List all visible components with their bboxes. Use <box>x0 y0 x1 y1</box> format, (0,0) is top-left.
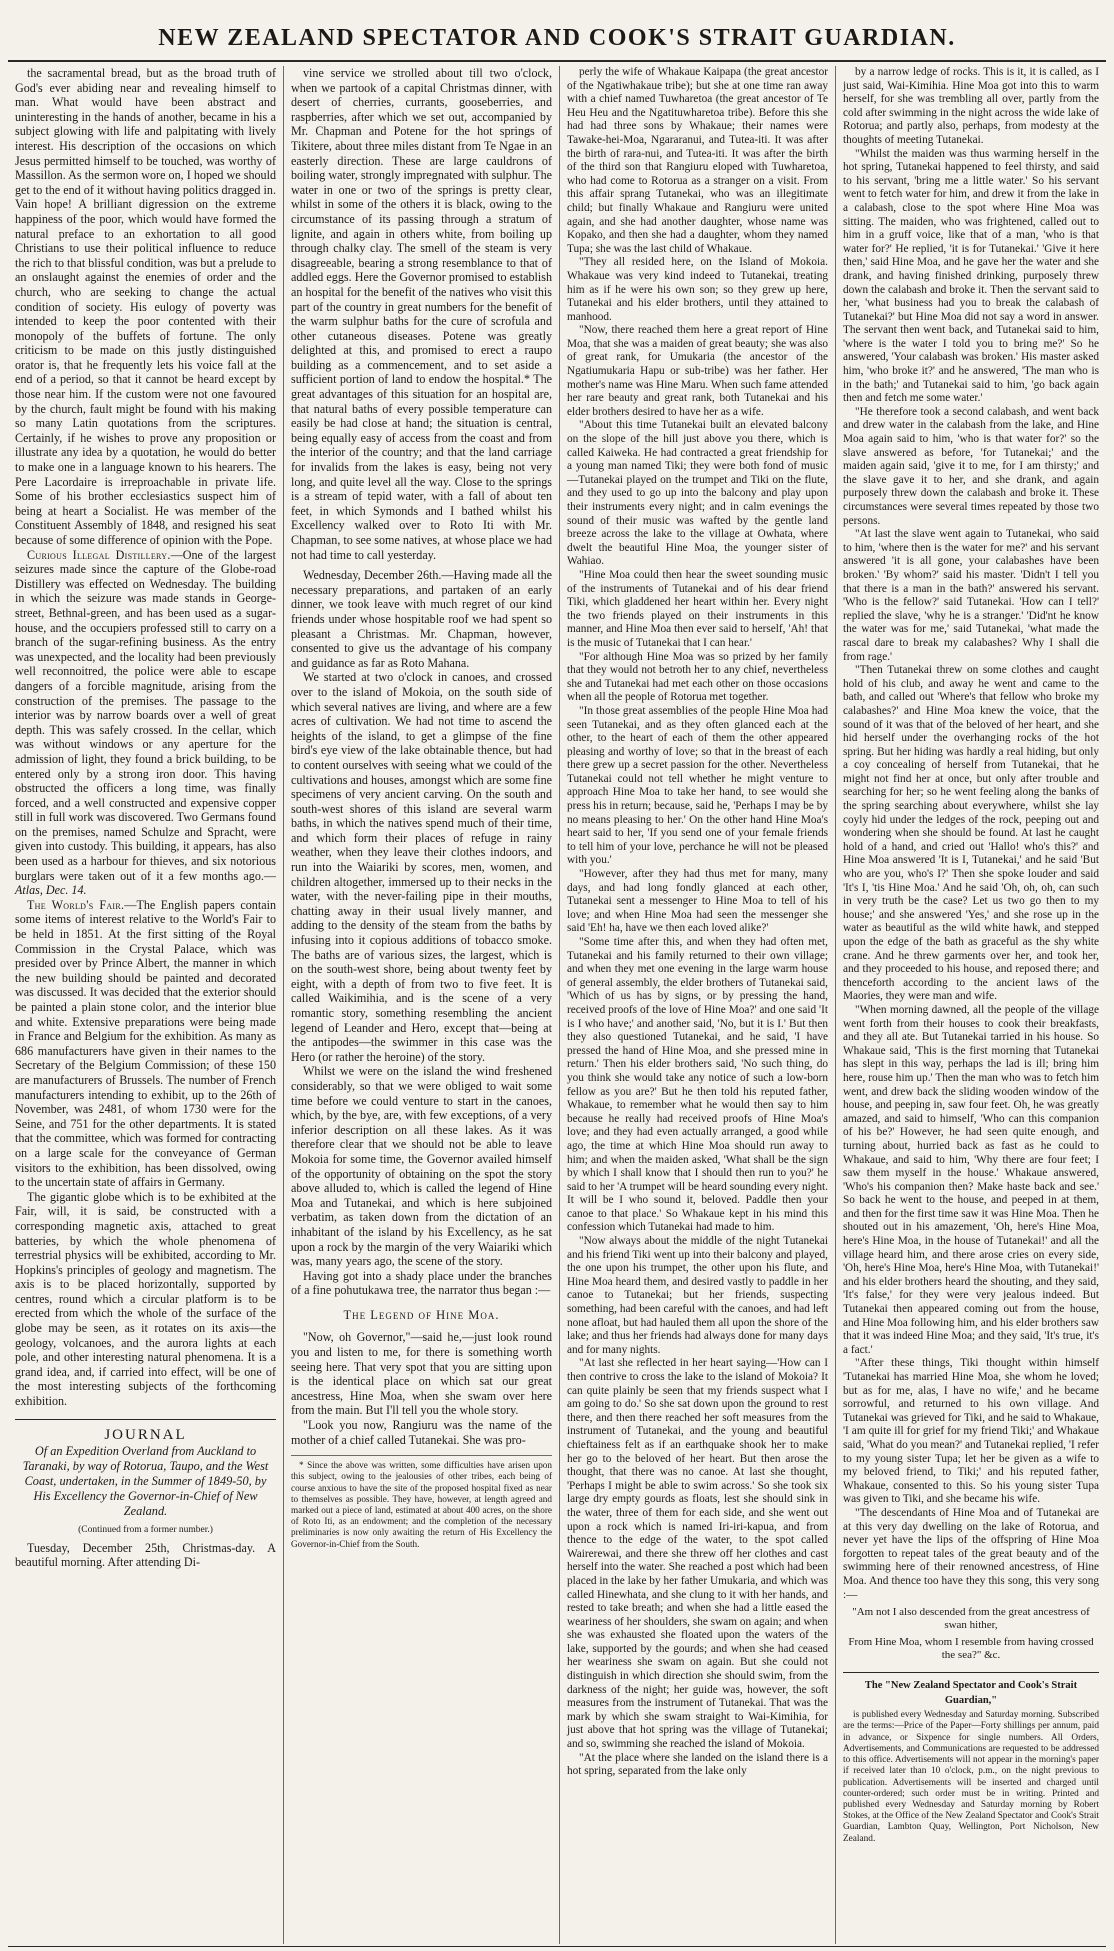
journal-heading: JOURNAL <box>104 1426 187 1443</box>
publication-notice-title: The "New Zealand Spectator and Cook's Strait Guardian," <box>864 1680 1078 1706</box>
article-paragraph: "In those great assemblies of the people Hine Moa had seen Tutanekai, and as they often glanced each at the other, to the heart of each of them the other appeared pleasing and worthy of love; so that in the breast of each there grew up a secret passion for the other. Nevertheless Tutanekai could not tell whether he might venture to approach Hine Moa to take her hand, to see would she press his in return; because, said he, 'Perhaps I may be by no means pleasing to her.' On the other hand Hine Moa's heart said to her, 'If you send one of your female friends to tell him of your love, perchance he will not be pleased with you.' <box>567 704 828 867</box>
article-paragraph: Whilst we were on the island the wind freshened considerably, so that we were obliged to wait some time before we could venture to start in the canoes, which, by the bye, are, with few exceptions, of a very inferior description on all these lakes. As it was therefore clear that we should not be able to leave Mokoia for some time, the Governor availed himself of the opportunity of obtaining on the spot the story above alluded to, which is called the legend of Hine Moa and Tutanekai, and which is here subjoined verbatim, as taken down from the dictation of an inhabitant of the island by his Excellency, as he sat upon a rock by the margin of the very Waiariki which was, many years ago, the scene of the story. <box>291 1064 552 1269</box>
song-line: "Am not I also descended from the great ancestress of swan hither, <box>852 1606 1090 1632</box>
article-paragraph: perly the wife of Whakaue Kaipapa (the great ancestor of the Ngatiwhakaue tribe); but she at one time ran away with a chief named Tuwharetoa (the great ancestor of Te Heu Heu and the Ngatituwharetoa tribe). Before this she had had three sons by Whakaue; their names were Tawake-hei-Moa, Ngararanui, and Tutea-iti. It was after the birth of rara-nui, and Tutea-iti. It was after the birth of the third son that Rangiuru eloped with Tuwharetoa, who had come to Rotorua as a stranger on a visit. From this affair sprang Tutanekai, who was an illegitimate child; but finally Whakaue and Rangiuru were united again, and she had another daughter, whose name was Kopako, and then she had a daughter, whom they named Tupa; she was the last child of Whakaue. <box>567 66 828 255</box>
article-paragraph: Wednesday, December 26th.—Having made all the necessary preparations, and partaken of an early dinner, we took leave with much regret of our kind friends under whose hospitable roof we had spent so pleasant a Christmas. Mr. Chapman, however, consented to give us the advantage of his company and guidance as far as Roto Mahana. <box>291 568 552 670</box>
article-paragraph: "Now, oh Governor,"—said he,—just look round you and listen to me, for there is something worth seeing here. That very spot that you are sitting upon is the identical place on which sat our great ancestress, Hine Moa, when she swam over here from the main. But I'll tell you the whole story. <box>291 1330 552 1418</box>
article-text: —The English papers contain some items of interest relative to the World's Fair to be held in 1851. At the first sitting of the Royal Commission in the Crystal Palace, which was presided over by Prince Albert, the manner in which the new building should be painted and decorated was discussed. It was decided that the exterior should be painted a plain stone color, and the interior blue and white. Extensive preparations were being made in France and Belgium for the exhibition. As many as 686 manufacturers have given in their names to the Secretary of the Belgium Commission; of these 150 are manufacturers of Brussels. The number of French manufacturers intending to exhibit, up to the 26th of November, was 2481, of whom 1730 were for the Seine, and 751 for the other departments. It is stated that the committee, which was formed for contracting on a large scale for the conveyance of German visitors to the exhibition, has been dissolved, owing to the uncertain state of affairs in Germany. <box>15 897 276 1190</box>
footnote: * Since the above was written, some difficulties have arisen upon this subject, owing to the jealousies of other tribes, each being of course anxious to have the site of the proposed hospital fixed as near to themselves as possible. They have, however, at length agreed and marked out a piece of land, estimated at about 400 acres, on the shore of Roto Iti, as an endowment; and the completion of the necessary preliminaries is now only awaiting the return of His Excellency the Governor-in-Chief from the South. <box>291 1455 552 1550</box>
article-paragraph: "Some time after this, and when they had often met, Tutanekai and his family returned to their own village; and when they met one evening in the large warm house of general assembly, the elder brothers of Tutanekai said, 'Which of us has by signs, or by pressing the hand, received proofs of the love of Hine Moa?' and one said 'It is I who have;' and another said, 'No, but it is I.' But then they also questioned Tutanekai, and he said, 'I have pressed the hand of Hine Moa, and she pressed mine in return.' Then his elder brothers said, 'No such thing, do you think she would take any notice of such a low-born fellow as you are?' But he then told his reputed father, Whakaue, to remember what he would then say to him because he really had received proofs of Hine Moa's love; and they had even actually arranged, a good while ago, the time at which Hine Moa should run away to him; and when the maiden asked, 'What shall be the sign by which I shall know that I should then run to you?' he said to her 'A trumpet will be heard sounding every night. It will be I who sound it, beloved. Paddle then your canoe to that place.' So Whakaue kept in his mind this confession which Tutanekai had made to him. <box>567 936 828 1234</box>
masthead-rule <box>8 60 1106 62</box>
divider <box>15 1419 276 1420</box>
article-paragraph: The gigantic globe which is to be exhibited at the Fair, will, it is said, be constructed with a corresponding magnetic axis, attached to great batteries, by which the whole phenomena of terrestrial physics will be exhibited, according to Mr. Hopkins's principles of geology and magnetism. The axis is to be placed horizontally, supported by centres, round which a circular platform is to be erected from which the whole of the surface of the globe may be seen, as it rotates on its axis—the geology, volcanoes, and the aurora lights at each pole, and other interesting natural phenomena. It is a grand idea, and, if carried into effect, will be one of the most interesting subjects of the forthcoming exhibition. <box>15 1189 276 1409</box>
article-paragraph: "Whilst the maiden was thus warming herself in the hot spring, Tutanekai happened to feel thirsty, and said to his servant, 'bring me a little water.' So his servant went to fetch water for him, and drew it from the lake in a calabash, close to the spot where Hine Moa was sitting. The maiden, who was frightened, called out to him in a gruff voice, like that of a man, 'who is that water for?' He replied, 'it is for Tutanekai.' 'Give it here then,' said Hine Moa, and he gave her the water and she drank, and having finished drinking, purposely threw down the calabash and broke it. Then the servant said to her, 'what business had you to break the calabash of Tutanekai?' but Hine Moa did not say a word in answer. The servant then went back, and Tutanekai said to him, 'where is the water I told you to bring me?' So he answered, 'Your calabash was broken.' His master asked him, 'who broke it?' and he answered, 'The man who is in the bath;' and Tutanekai said to him, 'go back again then and fetch me some water.' <box>843 147 1099 405</box>
article-paragraph: "At the place where she landed on the island there is a hot spring, separated from the lake only <box>567 1751 828 1778</box>
article-paragraph: vine service we strolled about till two o'clock, when we partook of a capital Christmas dinner, with desert of cherries, currants, gooseberries, and raspberries, after which we set out, accompanied by Mr. Chapman and Potene for the hot springs of Tikitere, about three miles distant from Te Ngae in an easterly direction. These are large cauldrons of boiling water, strongly impregnated with sulphur. The water in one or two of the springs is pretty clear, whilst in some of the others it is black, owing to the circumstance of its passing through a stratum of lignite, and again in others white, from boiling up through chalky clay. The smell of the steam is very disagreeable, bearing a strong resemblance to that of addled eggs. Here the Governor promised to establish an hospital for the benefit of the natives who visit this part of the country in great numbers for the benefit of the warm sulphur baths for the cure of scrofula and other cutaneous diseases. Potene was greatly delighted at this, and promised to erect a raupo building as a commencement, and to set aside a sufficient portion of land to endow the hospital.* The great advantages of this situation for an hospital are, that natural baths of every possible temperature can easily be had close at hand; the situation is central, being equally easy of access from the coast and from the interior of the country; and that the land carriage for invalids from the lakes is easy, being not very long, and quite level all the way. Close to the springs is a stream of tepid water, with a fall of about ten feet, in which Symonds and I bathed whilst his Excellency walked over to Roto Iti with Mr. Chapman, to see some natives, at whose place we had not had time to call yesterday. <box>291 66 552 562</box>
article-paragraph: "Look you now, Rangiuru was the name of the mother of a chief called Tutanekai. She was pro- <box>291 1418 552 1447</box>
column-4 <box>836 66 1106 1944</box>
legend-heading: The Legend of Hine Moa. <box>343 1307 500 1322</box>
article-paragraph: "About this time Tutanekai built an elevated balcony on the slope of the hill just above you there, which is called Kaiweka. He had contracted a great friendship for a young man named Tiki; they were both fond of music—Tutanekai played on the trumpet and Tiki on the flute, and they used to go up into the balcony and play upon their instruments every night; and in calm evenings the sound of their music was wafted by the gentle land breeze across the lake to the village at Owhata, where dwelt the beautiful Hine Moa, the younger sister of Wahiao. <box>567 419 828 568</box>
article-paragraph: "After these things, Tiki thought within himself 'Tutanekai has married Hine Moa, she whom he loved; but as for me, alas, I have no wife,' and he became sorrowful, and returned to his own village. And Tutanekai was grieved for Tiki, and he said to Whakaue, 'I am quite ill for grief for my friend Tiki;' and Whakaue said, 'What do you mean?' and Tutanekai replied, 'I refer to my young sister Tupa; let her be given as a wife to my beloved friend, to Tiki;' and his reputed father, Whakaue, consented to this. So his young sister Tupa was given to Tiki, and she became his wife. <box>843 1357 1099 1506</box>
publication-notice: is published every Wednesday and Saturday morning. Subscribed are the terms:—Price of the Paper—Forty shillings per annum, paid in advance, or Sixpence for single numbers. All Orders, Advertisements, and Communications are requested to be addressed to this office. Advertisements will not appear in the morning's paper if received later than 10 o'clock, p.m., on the night previous to publication. Advertisements will be inserted and charged until counter-ordered; such order must be in writing. Printed and published every Wednesday and Saturday morning by Robert Stokes, at the Office of the New Zealand Spectator and Cook's Strait Guardian, Lambton Quay, Wellington, Port Nicholson, New Zealand. <box>843 1710 1099 1844</box>
article-paragraph: "At last the slave went again to Tutanekai, who said to him, 'where then is the water for me?' and his servant answered 'it is all gone, your calabashes have been broken.' 'By whom?' said his master. 'Didn't I tell you that there is a man in the bath?' answered his servant. 'Who is the fellow?' said Tutanekai. 'How can I tell?' replied the slave, 'why he is a stranger.' 'Did'nt he know the water was for me,' said Tutanekai, 'what made the rascal dare to break my calabashes? Why I shall die from rage.' <box>843 528 1099 663</box>
article-paragraph: "When morning dawned, all the people of the village went forth from their houses to cook their breakfasts, and they all ate. But Tutanekai tarried in his house. So Whakaue said, 'This is the first morning that Tutanekai has slept in this way, perhaps the lad is ill; bring him here, rouse him up.' Then the man who was to fetch him went, and drew back the sliding wooden window of the house, and peeping in, saw four feet. Oh, he was greatly amazed, and said to himself, 'Who can this companion of his be?' However, he had seen quite enough, and turning about, hurried back as fast as he could to Whakaue, and said to him, 'Why there are four feet; I saw them myself in the house.' Whakaue answered, 'Who's his companion then? Make haste back and see.' So back he went to the house, and peeped in at them, and then for the first time saw it was Hine Moa. Then he shouted out in his amazement, 'Oh, here's Hine Moa, here's Hine Moa, in the house of Tutanekai!' and all the village heard him, and there arose cries on every side, 'Oh, here's Hine Moa, here's Hine Moa, with Tutanekai!' and his elder brothers heard the shouting, and they said, 'It's false,' for they were very jealous indeed. But Tutanekai then appeared coming out from the house, and Hine Moa following him, and his elder brothers saw that it was indeed Hine Moa; and they said, 'It's true, it's a fact.' <box>843 1003 1099 1356</box>
article-paragraph: "However, after they had thus met for many, many days, and had long fondly glanced at each other, Tutanekai sent a messenger to Hine Moa to tell of his love; and when Hine Moa had seen the messenger she said 'Eh! ha, have we then each loved alike?' <box>567 868 828 935</box>
newspaper-title: NEW ZEALAND SPECTATOR AND COOK'S STRAIT GUARDIAN. <box>158 24 956 51</box>
article-paragraph: "For although Hine Moa was so prized by her family that they would not betroth her to any chief, nevertheless she and Tutanekai had met each other on those occasions when all the people of Rotorua met together. <box>567 650 828 704</box>
article-heading: The World's Fair. <box>27 897 125 912</box>
newspaper-columns <box>8 66 1106 1944</box>
article-paragraph: Having got into a shady place under the branches of a fine pohutukawa tree, the narrator thus began :— <box>291 1268 552 1298</box>
column-1 <box>8 66 284 1944</box>
article-paragraph: "He therefore took a second calabash, and went back and drew water in the calabash from the lake, and Hine Moa again said to him, 'who is that water for?' so the slave answered as before, 'for Tutanekai;' and the maiden again said, 'give it to me, for I am thirsty;' and the slave gave it to her, and she drank, and again purposely threw down the calabash and broke it. These circumstances were several times repeated by those two persons. <box>843 405 1099 527</box>
article-paragraph <box>15 548 276 898</box>
article-paragraph <box>15 898 276 1190</box>
article-paragraph: the sacramental bread, but as the broad truth of God's ever abiding near and revealing himself to man. What would have been abstract and uninteresting in the hands of another, became in his a subject glowing with life and palpitating with lively interest. His description of the occasions on which Jesus permitted himself to be touched, was worthy of Massillon. As the sermon wore on, I hoped we should get to the end of it without having politics dragged in. Vain hope! A brilliant digression on the extreme happiness of the poor, which would have formed the natural preface to an exhortation to all good Christians to use their political influence to reduce the rich to that blissful condition, was but a prelude to an onslaught against the enemies of order and the church, who are seeking to change the actual condition of society. His eulogy of poverty was intended to keep the poor contented with their monopoly of the buffets of fortune. The only criticism to be made on this justly distinguished orator is, that he frequently lets his voice fall at the end of a period, so that it cannot be heard except by those near him. If the custom were not one favoured by the church, fault might be found with his making so many Latin quotations from the scriptures. Certainly, if he wishes to prove any proposition or illustrate any idea by a quotation, he would do better to make one in a language known to his hearers. The Pere Lacordaire is irreproachable in private life. Some of his brother ecclesiastics suspect him of being at heart a Socialist. He was member of the Constituent Assembly of 1848, and resigned his seat because of some difference of opinion with the Pope. <box>15 66 276 547</box>
continued-note: (Continued from a former number.) <box>78 1525 213 1536</box>
article-paragraph: "They all resided here, on the Island of Mokoia. Whakaue was very kind indeed to Tutanekai, treating him as if he were his own son; so they grew up here, Tutanekai and his elder brothers, until they attained to manhood. <box>567 256 828 323</box>
song-line: From Hine Moa, whom I resemble from having crossed the sea?" &c. <box>848 1636 1094 1662</box>
column-3 <box>560 66 836 1944</box>
article-heading: Curious Illegal Distillery. <box>27 547 171 562</box>
article-paragraph: "Now always about the middle of the night Tutanekai and his friend Tiki went up into their balcony and played, the one upon his trumpet, the other upon his flute, and Hine Moa heard them, and desired vastly to paddle in her canoe to Tutanekai; but her friends, suspecting something, had been careful with the canoes, and had left none afloat, but had hauled them all upon the shore of the lake; and thus her friends had always done for many days and for many nights. <box>567 1235 828 1356</box>
column-2 <box>284 66 560 1944</box>
bottom-rule <box>8 1946 1106 1947</box>
article-paragraph: "The descendants of Hine Moa and of Tutanekai are at this very day dwelling on the lake of Rotorua, and never yet have the lips of the offspring of Hine Moa forgotten to repeat tales of the great beauty and of the swimming here of their renowned ancestress, of Hine Moa. And thence too have they this song, this very song :— <box>843 1506 1099 1601</box>
article-paragraph: "Now, there reached them here a great report of Hine Moa, that she was a maiden of great beauty; she was also of great rank, for Umukaria (the ancestor of the Ngatiumukaria Hapu or sub-tribe) was her father. Her mother's name was Hine Maru. When such fame attended her rare beauty and great rank, both Tutanekai and his elder brothers desired to have her as a wife. <box>567 324 828 418</box>
article-paragraph: by a narrow ledge of rocks. This is it, it is called, as I just said, Wai-Kimihia. Hine Moa got into this to warm herself, for she was trembling all over, partly from the cold after swimming in the night across the wide lake of Rotorua; and partly also, perhaps, from modesty at the thoughts of meeting Tutanekai. <box>843 66 1099 146</box>
article-paragraph: We started at two o'clock in canoes, and crossed over to the island of Mokoia, on the south side of which several natives are living, and where are a few acres of cultivation. We had not time to ascend the heights of the island, to get a glimpse of the fine bird's eye view of the lake obtainable thence, but had to content ourselves with seeing what we could of the cultivations and houses, amongst which are some fine specimens of very ancient carving. On the south and south-west shores of this island are several warm baths, in which the natives spend much of their time, and which form their places of refuge in rainy weather, when they leave their clothes indoors, and run into the Waiariki by scores, men, women, and children altogether, immersed up to their necks in the water, with the never-failing pipe in their mouths, chatting away in their usual lively manner, and adding to the density of the steam from the baths by infusing into it copious additions of tobacco smoke. The baths are of various sizes, the largest, which is on the south-west shore, being about twenty feet by eight, with a depth of from two to five feet. It is called Waikimihia, and is the scene of a very romantic story, something resembling the ancient legend of Leander and Hero, except that—being at the antipodes—the swimmer in this case was the Hero (or rather the heroine) of the story. <box>291 670 552 1064</box>
article-source: Atlas, Dec. 14. <box>15 883 87 898</box>
journal-subtitle: Of an Expedition Overland from Auckland to Taranaki, by way of Rotorua, Taupo, and the West Coast, undertaken, in the Summer of 1849-50, by His Excellency the Governor-in-Chief of New Zealand. <box>22 1444 269 1519</box>
article-paragraph: "Then Tutanekai threw on some clothes and caught hold of his club, and away he went and came to the bath, and called out 'Where's that fellow who broke my calabashes?' and Hine Moa knew the voice, that the sound of it was that of the beloved of her heart, and she hid herself under the overhanging rocks of the hot spring. But her hiding was hardly a real hiding, but only a coy concealing of herself from Tutanekai, that he might not find her at once, but only after trouble and searching for her; so he went feeling along the banks of the spring searching about everywhere, whilst she lay coyly hid under the ledges of the rock, peeping out and wondering when she should be found. At last he caught hold of a hand, and cried out 'Hallo! who's this?' and Hine Moa answered 'It is I, Tutanekai,' and he said 'But who are you, who's I?' Then she spoke louder and said 'It's I, 'tis Hine Moa.' And he said 'Oh, oh, oh, can such in very truth be the case? Let us two go then to my house;' and she answered 'Yes,' and she rose up in the water as beautiful as the wild white hawk, and stepped upon the edge of the bath as graceful as the shy white crane. And he threw garments over her, and took her, and they proceeded to his house, and reposed there; and thenceforth according to the ancient laws of the Maories, they were man and wife. <box>843 664 1099 1003</box>
masthead <box>0 0 1114 58</box>
article-paragraph: "At last she reflected in her heart saying—'How can I then contrive to cross the lake to the island of Mokoia? It can quite plainly be seen that my friends suspect what I am going to do.' So she sat down upon the ground to rest there, and then there reached her soft measures from the instrument of Tutanekai, and the young and beautiful chieftainess felt as if an earthquake shook her to make her go to the beloved of her heart. But then arose the thought, that there was no canoe. At last she thought, 'Perhaps I might be able to swim across.' So she took six large dry empty gourds as floats, lest she should sink in the water, three of them for each side, and she went out upon a rock which is named Iri-iri-kapua, and from thence to the edge of the water, to the spot called Wairerewai, and there she threw off her clothes and cast herself into the water. She reached a post which had been placed in the lake by her father Umukaria, and which was called Hinewhata, and she clung to it with her hands, and rested to take breath; and when she had a little eased the weariness of her shoulders, she swam on again; and when she was exhausted she floated upon the waters of the lake, supported by the gourds; and when she had ceased her weariness she swam on again. But she could not distinguish in which direction she should swim, from the darkness of the night; her guide was, however, the soft measures from the instrument of Tutanekai. That was the mark by which she swam straight to Wai-Kimihia, for just above that hot spring was the village of Tutanekai; and so, swimming she reached the island of Mokoia. <box>567 1357 829 1751</box>
divider <box>843 1672 1099 1673</box>
article-paragraph: "Hine Moa could then hear the sweet sounding music of the instruments of Tutanekai and of his dear friend Tiki, which gladdened her heart within her. Every night the two friends played on their instruments in this manner, and Hine Moa then ever said to herself, 'Ah! that is the music of Tutanekai that I can hear.' <box>567 568 828 649</box>
article-text: —One of the largest seizures made since the capture of the Globe-road Distillery was effected on Wednesday. The building in which the seizure was made stands in George-street, Bethnal-green, and has been used as a sugar-house, and the occupiers professed still to carry on a branch of the sugar-refining business. As the entry was unexpected, and the locality had been previously well reconnoitred, the police were able to escape dangers of a forcible magnitude, arising from the construction of the premises. The passage to the interior was by narrow boards over a well of great depth. This was safely crossed. In the cellar, which was without windows or any aperture for the admission of light, they found a brick building, to be entered only by a strong iron door. This having obstructed the officers a long time, was finally forced, and a well constructed and expensive copper still in full work was discovered. Two Germans found on the premises, named Schulze and Spracht, were given into custody. This building, it appears, has also been used as a harbour for thieves, and six notorious burglars were taken out of it a few months ago.— <box>15 547 276 883</box>
article-paragraph: Tuesday, December 25th, Christmas-day. A beautiful morning. After attending Di- <box>15 1540 276 1570</box>
